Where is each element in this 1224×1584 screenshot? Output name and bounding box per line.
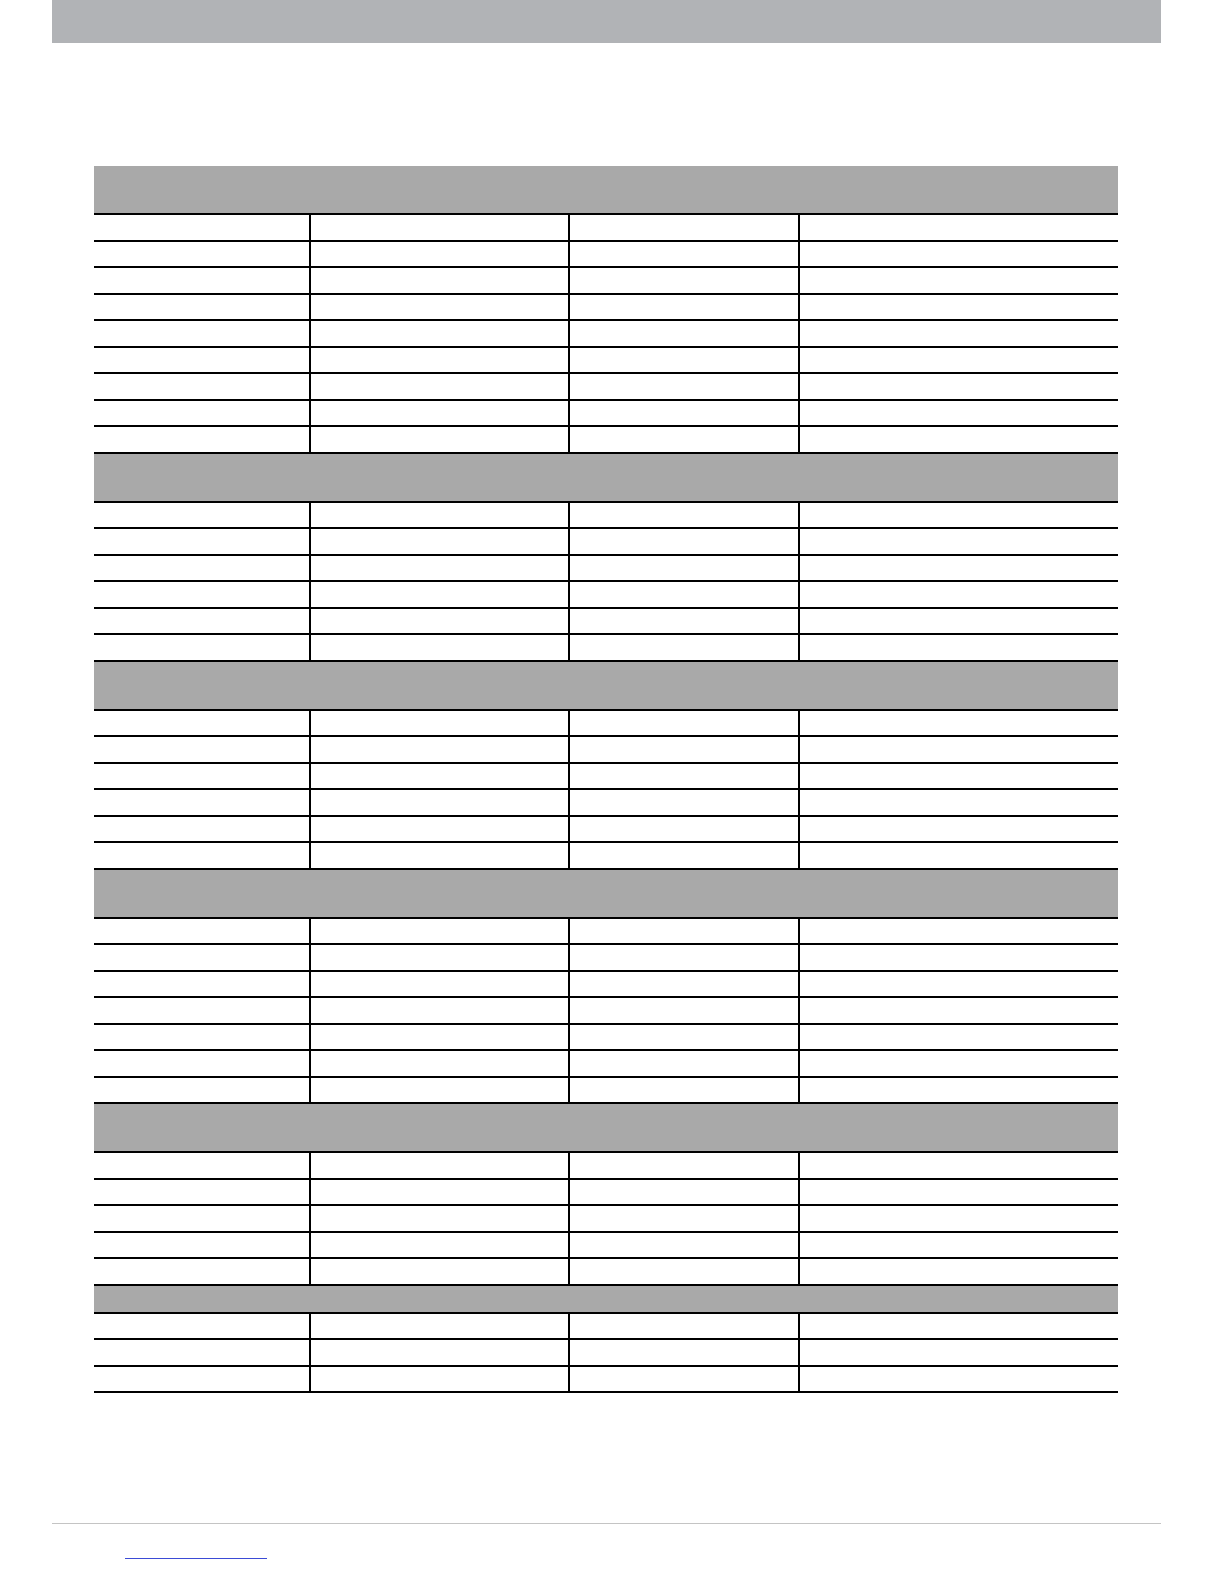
form-field-cell[interactable] — [799, 1205, 1118, 1232]
table-row — [94, 997, 1118, 1024]
form-field-cell[interactable] — [94, 1024, 310, 1051]
form-field-cell[interactable] — [569, 1232, 799, 1259]
form-field-cell[interactable] — [799, 347, 1118, 374]
form-field-cell[interactable] — [94, 373, 310, 400]
section-header — [94, 1285, 1118, 1313]
form-field-cell[interactable] — [310, 1339, 569, 1366]
table-row — [94, 555, 1118, 582]
form-field-cell[interactable] — [94, 1232, 310, 1259]
section-title — [94, 1285, 1118, 1313]
form-field-cell[interactable] — [94, 426, 310, 453]
form-field-cell[interactable] — [799, 1024, 1118, 1051]
table-row — [94, 400, 1118, 427]
table-row — [94, 1050, 1118, 1077]
form-body — [94, 166, 1118, 1392]
table-row — [94, 267, 1118, 294]
form-field-cell[interactable] — [799, 294, 1118, 321]
form-field-cell[interactable] — [569, 581, 799, 608]
form-field-cell[interactable] — [94, 1050, 310, 1077]
section-title — [94, 661, 1118, 710]
table-row — [94, 634, 1118, 661]
form-field-cell[interactable] — [799, 944, 1118, 971]
table-row — [94, 1258, 1118, 1285]
form-field-cell[interactable] — [569, 267, 799, 294]
form-field-cell[interactable] — [799, 1339, 1118, 1366]
form-field-cell[interactable] — [310, 763, 569, 790]
form-field-cell[interactable] — [310, 971, 569, 998]
form-field-cell[interactable] — [94, 1179, 310, 1206]
form-field-cell[interactable] — [569, 320, 799, 347]
table-row — [94, 763, 1118, 790]
form-field-cell[interactable] — [310, 918, 569, 945]
form-field-cell[interactable] — [94, 502, 310, 529]
form-field-cell[interactable] — [799, 971, 1118, 998]
table-row — [94, 816, 1118, 843]
form-field-cell[interactable] — [94, 214, 310, 241]
form-field-cell[interactable] — [310, 581, 569, 608]
form-field-cell[interactable] — [799, 1366, 1118, 1393]
form-field-cell[interactable] — [310, 1205, 569, 1232]
form-field-cell[interactable] — [94, 634, 310, 661]
form-field-cell[interactable] — [94, 842, 310, 869]
table-row — [94, 294, 1118, 321]
section-header — [94, 453, 1118, 502]
form-field-cell[interactable] — [569, 736, 799, 763]
form-field-cell[interactable] — [310, 294, 569, 321]
form-field-cell[interactable] — [310, 842, 569, 869]
form-field-cell[interactable] — [310, 214, 569, 241]
table-row — [94, 1179, 1118, 1206]
form-field-cell[interactable] — [310, 426, 569, 453]
form-field-cell[interactable] — [94, 528, 310, 555]
form-field-cell[interactable] — [569, 634, 799, 661]
form-field-cell[interactable] — [94, 710, 310, 737]
form-field-cell[interactable] — [799, 581, 1118, 608]
form-field-cell[interactable] — [569, 997, 799, 1024]
table-row — [94, 426, 1118, 453]
form-field-cell[interactable] — [94, 1366, 310, 1393]
table-row — [94, 1313, 1118, 1340]
form-field-cell[interactable] — [310, 710, 569, 737]
table-row — [94, 1205, 1118, 1232]
form-field-cell[interactable] — [799, 1258, 1118, 1285]
form-field-cell[interactable] — [569, 373, 799, 400]
form-field-cell[interactable] — [799, 1152, 1118, 1179]
form-field-cell[interactable] — [94, 581, 310, 608]
form-field-cell[interactable] — [94, 918, 310, 945]
footer-link[interactable] — [125, 1558, 267, 1559]
form-field-cell[interactable] — [310, 1024, 569, 1051]
form-field-cell[interactable] — [310, 267, 569, 294]
form-field-cell[interactable] — [310, 1232, 569, 1259]
table-row — [94, 1232, 1118, 1259]
form-field-cell[interactable] — [569, 710, 799, 737]
form-field-cell[interactable] — [310, 944, 569, 971]
section-title — [94, 166, 1118, 214]
form-field-cell[interactable] — [94, 267, 310, 294]
table-row — [94, 710, 1118, 737]
form-field-cell[interactable] — [310, 1258, 569, 1285]
form-field-cell[interactable] — [94, 789, 310, 816]
form-field-cell[interactable] — [799, 320, 1118, 347]
form-field-cell[interactable] — [94, 400, 310, 427]
form-field-cell[interactable] — [569, 944, 799, 971]
form-field-cell[interactable] — [310, 555, 569, 582]
form-field-cell[interactable] — [799, 710, 1118, 737]
table-row — [94, 789, 1118, 816]
form-field-cell[interactable] — [94, 555, 310, 582]
form-field-cell[interactable] — [799, 241, 1118, 268]
form-field-cell[interactable] — [310, 320, 569, 347]
form-field-cell[interactable] — [94, 1152, 310, 1179]
form-field-cell[interactable] — [799, 1077, 1118, 1104]
form-field-cell[interactable] — [799, 400, 1118, 427]
form-field-cell[interactable] — [310, 1152, 569, 1179]
table-row — [94, 241, 1118, 268]
form-field-cell[interactable] — [569, 918, 799, 945]
top-banner — [52, 0, 1161, 43]
form-field-cell[interactable] — [799, 1179, 1118, 1206]
table-row — [94, 373, 1118, 400]
section-header — [94, 1103, 1118, 1152]
form-field-cell[interactable] — [569, 1258, 799, 1285]
form-field-cell[interactable] — [94, 320, 310, 347]
form-field-cell[interactable] — [94, 241, 310, 268]
form-field-cell[interactable] — [569, 971, 799, 998]
form-field-cell[interactable] — [310, 502, 569, 529]
form-field-cell[interactable] — [310, 1050, 569, 1077]
form-field-cell[interactable] — [94, 294, 310, 321]
form-field-cell[interactable] — [569, 1077, 799, 1104]
table-row — [94, 1366, 1118, 1393]
table-row — [94, 502, 1118, 529]
form-field-cell[interactable] — [799, 918, 1118, 945]
form-field-cell[interactable] — [310, 608, 569, 635]
form-field-cell[interactable] — [94, 763, 310, 790]
table-row — [94, 320, 1118, 347]
form-field-cell[interactable] — [310, 528, 569, 555]
form-field-cell[interactable] — [94, 736, 310, 763]
form-field-cell[interactable] — [94, 816, 310, 843]
form-field-cell[interactable] — [94, 1205, 310, 1232]
form-field-cell[interactable] — [569, 1024, 799, 1051]
form-field-cell[interactable] — [569, 789, 799, 816]
form-field-cell[interactable] — [569, 1050, 799, 1077]
form-field-cell[interactable] — [569, 555, 799, 582]
form-field-cell[interactable] — [310, 736, 569, 763]
form-field-cell[interactable] — [799, 267, 1118, 294]
form-field-cell[interactable] — [799, 842, 1118, 869]
form-field-cell[interactable] — [569, 294, 799, 321]
table-row — [94, 1024, 1118, 1051]
form-field-cell[interactable] — [310, 816, 569, 843]
form-field-cell[interactable] — [569, 241, 799, 268]
form-field-cell[interactable] — [569, 1366, 799, 1393]
form-field-cell[interactable] — [310, 241, 569, 268]
form-field-cell[interactable] — [799, 373, 1118, 400]
form-field-cell[interactable] — [310, 400, 569, 427]
section-header — [94, 869, 1118, 918]
form-field-cell[interactable] — [94, 347, 310, 374]
table-row — [94, 971, 1118, 998]
form-field-cell[interactable] — [310, 1313, 569, 1340]
form-field-cell[interactable] — [799, 1050, 1118, 1077]
form-field-cell[interactable] — [569, 1313, 799, 1340]
form-field-cell[interactable] — [569, 1152, 799, 1179]
table-row — [94, 608, 1118, 635]
section-title — [94, 453, 1118, 502]
form-field-cell[interactable] — [799, 528, 1118, 555]
form-field-cell[interactable] — [569, 214, 799, 241]
form-field-cell[interactable] — [799, 1313, 1118, 1340]
form-field-cell[interactable] — [94, 608, 310, 635]
table-row — [94, 214, 1118, 241]
form-field-cell[interactable] — [799, 763, 1118, 790]
section-title — [94, 1103, 1118, 1152]
blank-form-table — [94, 166, 1118, 1393]
form-field-cell[interactable] — [569, 1179, 799, 1206]
form-field-cell[interactable] — [94, 997, 310, 1024]
form-field-cell[interactable] — [569, 842, 799, 869]
table-row — [94, 1339, 1118, 1366]
form-field-cell[interactable] — [310, 1179, 569, 1206]
form-field-cell[interactable] — [569, 426, 799, 453]
section-header — [94, 166, 1118, 214]
form-field-cell[interactable] — [569, 816, 799, 843]
section-title — [94, 869, 1118, 918]
form-field-cell[interactable] — [94, 1339, 310, 1366]
form-field-cell[interactable] — [799, 789, 1118, 816]
table-row — [94, 944, 1118, 971]
form-field-cell[interactable] — [310, 373, 569, 400]
form-field-cell[interactable] — [310, 1366, 569, 1393]
form-field-cell[interactable] — [799, 555, 1118, 582]
form-field-cell[interactable] — [94, 1077, 310, 1104]
form-field-cell[interactable] — [799, 634, 1118, 661]
form-field-cell[interactable] — [569, 347, 799, 374]
form-field-cell[interactable] — [799, 997, 1118, 1024]
form-field-cell[interactable] — [799, 502, 1118, 529]
form-field-cell[interactable] — [569, 1205, 799, 1232]
table-row — [94, 347, 1118, 374]
form-field-cell[interactable] — [799, 214, 1118, 241]
form-field-cell[interactable] — [310, 997, 569, 1024]
form-field-cell[interactable] — [310, 789, 569, 816]
form-field-cell[interactable] — [569, 608, 799, 635]
form-field-cell[interactable] — [94, 1313, 310, 1340]
form-field-cell[interactable] — [310, 1077, 569, 1104]
form-field-cell[interactable] — [569, 502, 799, 529]
table-row — [94, 1077, 1118, 1104]
table-row — [94, 581, 1118, 608]
form-field-cell[interactable] — [799, 736, 1118, 763]
form-field-cell[interactable] — [569, 763, 799, 790]
form-field-cell[interactable] — [569, 400, 799, 427]
form-field-cell[interactable] — [310, 634, 569, 661]
form-field-cell[interactable] — [799, 816, 1118, 843]
form-field-cell[interactable] — [799, 1232, 1118, 1259]
footer-divider — [52, 1523, 1161, 1524]
form-field-cell[interactable] — [94, 1258, 310, 1285]
form-field-cell[interactable] — [569, 1339, 799, 1366]
form-field-cell[interactable] — [94, 971, 310, 998]
form-field-cell[interactable] — [310, 347, 569, 374]
table-row — [94, 528, 1118, 555]
form-field-cell[interactable] — [799, 608, 1118, 635]
table-row — [94, 918, 1118, 945]
table-row — [94, 1152, 1118, 1179]
table-row — [94, 842, 1118, 869]
form-field-cell[interactable] — [94, 944, 310, 971]
form-field-cell[interactable] — [569, 528, 799, 555]
section-header — [94, 661, 1118, 710]
table-row — [94, 736, 1118, 763]
form-field-cell[interactable] — [799, 426, 1118, 453]
